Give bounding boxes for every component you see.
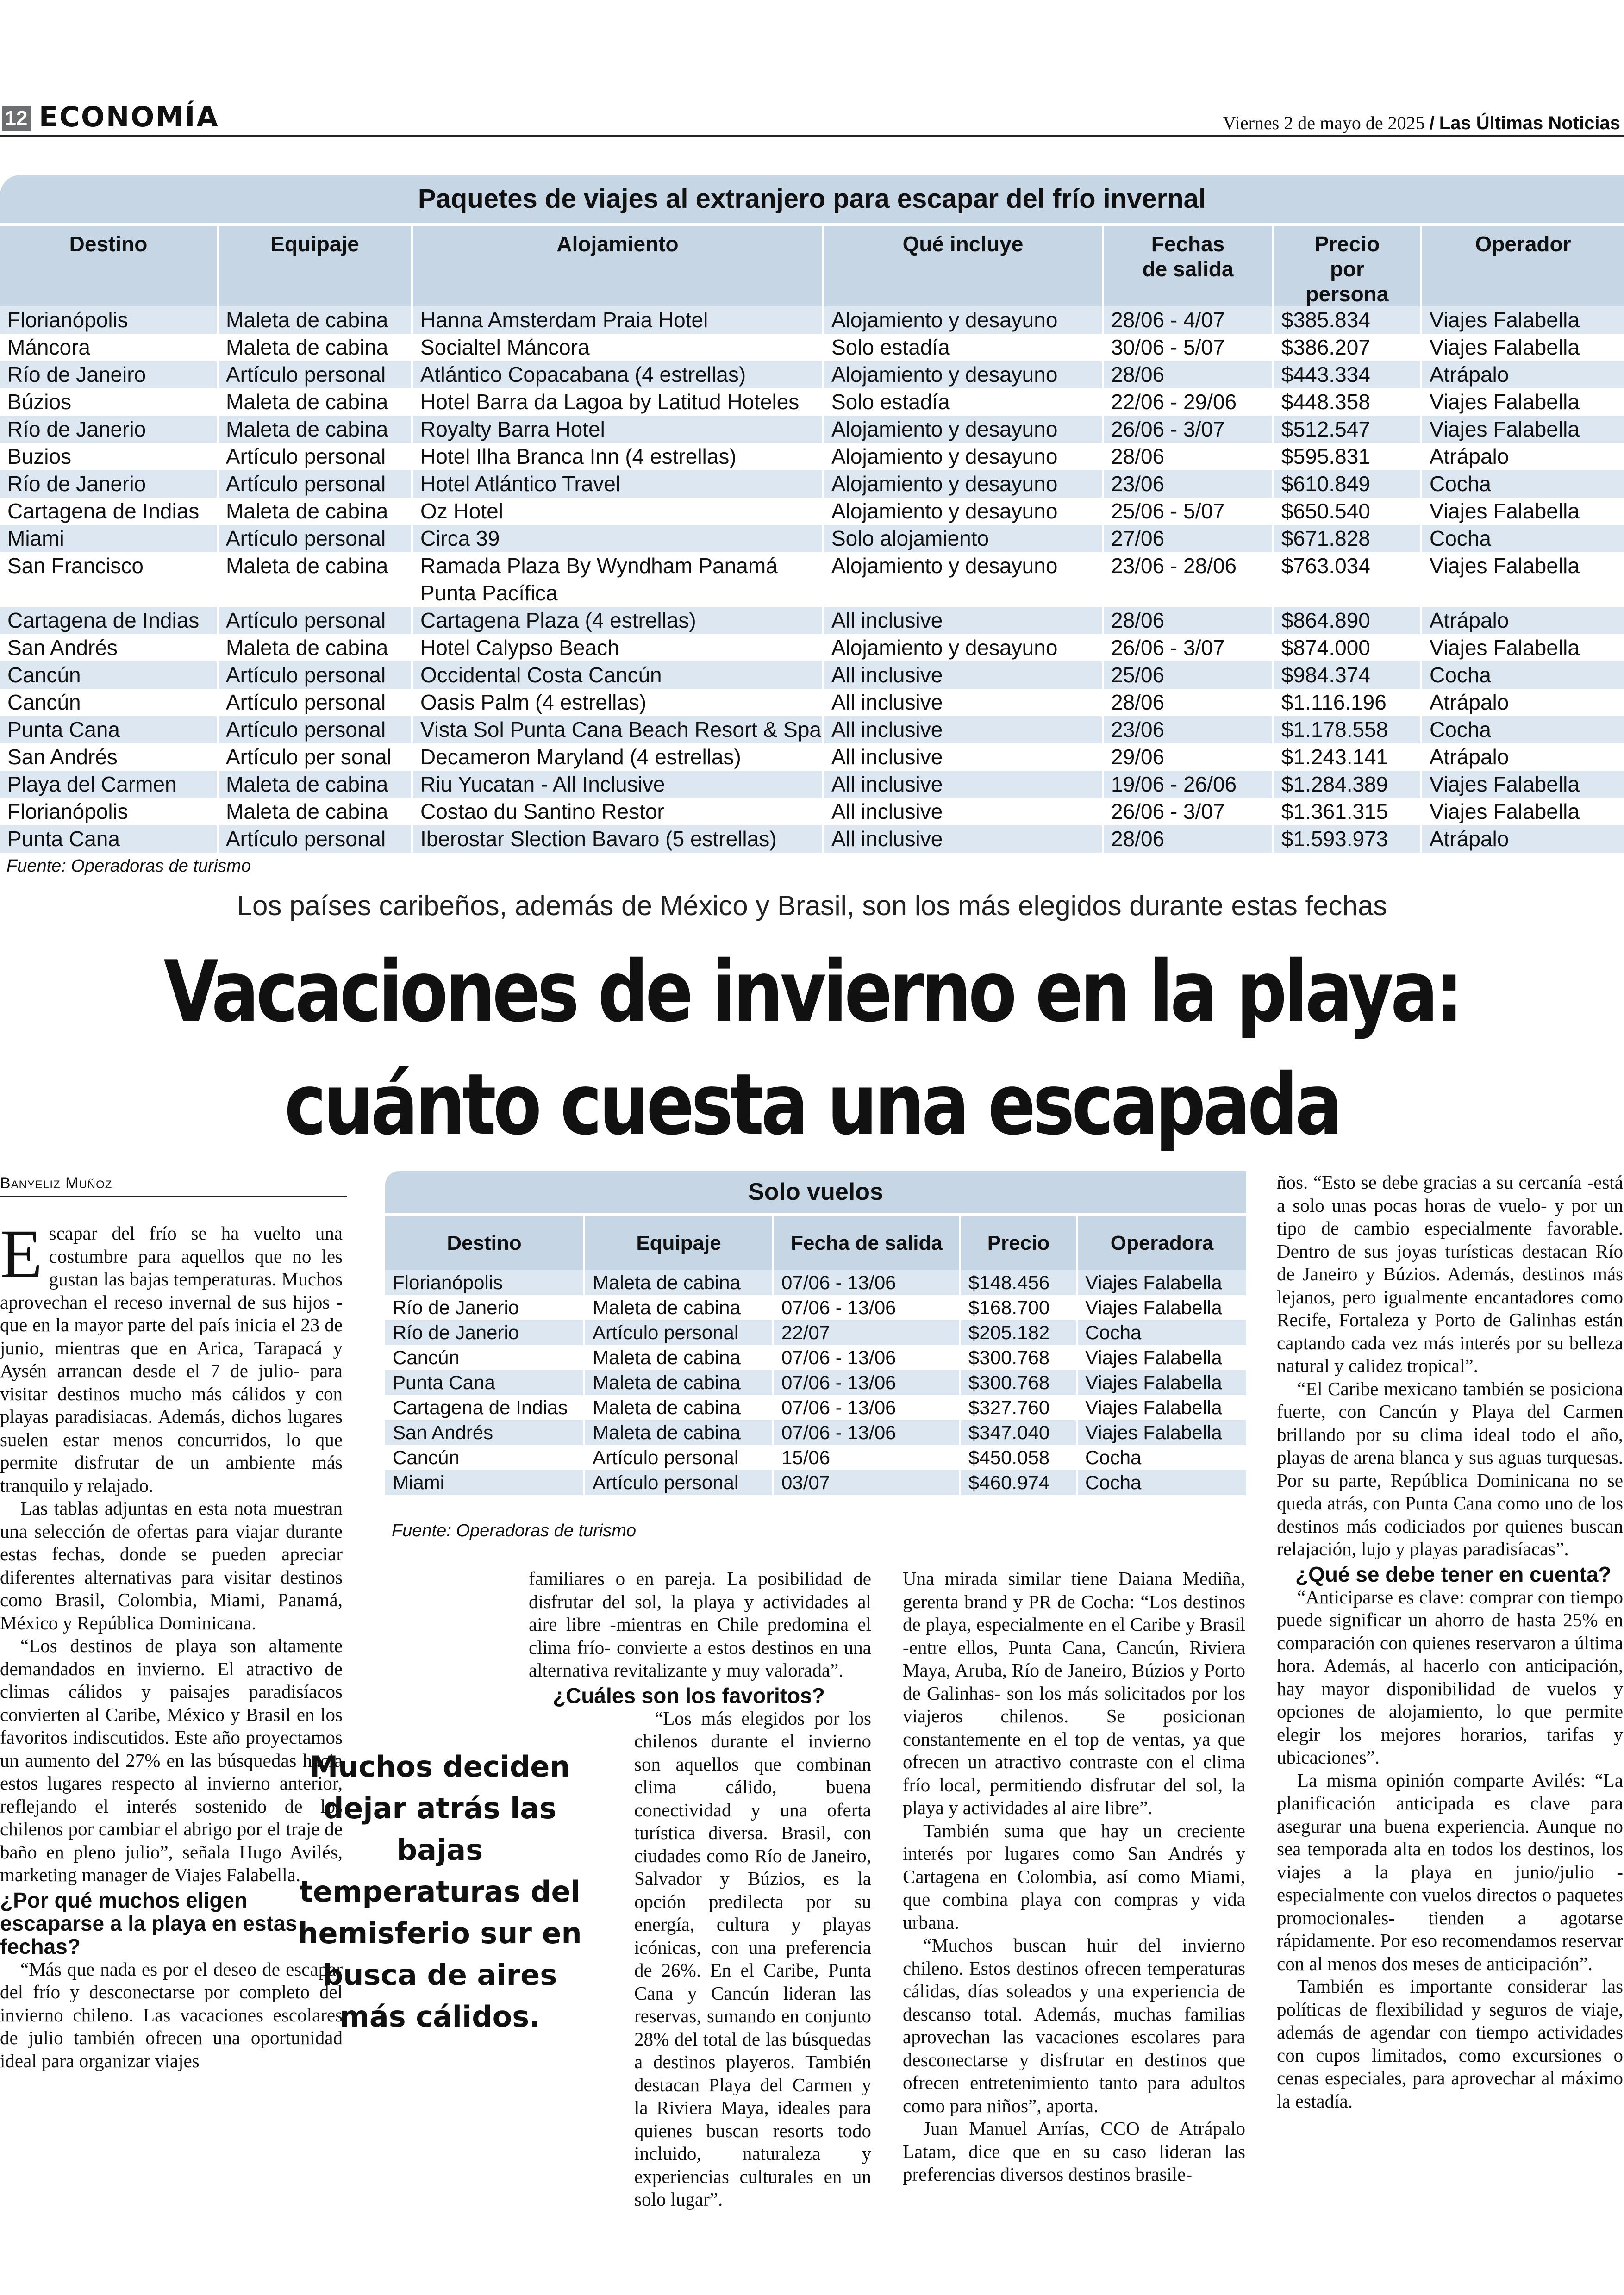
table-cell: Río de Janerio [0, 470, 217, 498]
table-cell: San Andrés [7, 636, 118, 660]
table-cell: Riu Yucatan - All Inclusive [411, 771, 822, 798]
table-cell: Cartagena de Indias [7, 499, 200, 523]
col-header: Equipaje [583, 1213, 772, 1270]
table-cell: $610.849 [1272, 470, 1420, 498]
table-cell: Artículo personal [217, 661, 411, 689]
table-cell: Cancún [393, 1347, 460, 1368]
table-row [0, 361, 1624, 388]
table-cell: Hotel Ilha Branca Inn (4 estrellas) [411, 443, 822, 470]
paragraph: “El Caribe mexicano también se posiciona fuerte, con Cancún y Playa del Carmen brillando por su clima ideal todo el año, playas de arena blanca y sus aguas turquesas. Por su parte, República Dominicana no se queda atrás, con Punta Cana como uno de los destinos más codiciados por quienes buscan relajación, lujo y playas paradisíacas”. [1277, 1378, 1623, 1559]
table-cell: Maleta de cabina [583, 1345, 772, 1370]
table-cell: 28/06 [1102, 443, 1272, 470]
table-cell: $1.284.389 [1272, 771, 1420, 798]
table-cell: $385.834 [1272, 306, 1420, 334]
table-cell: San Andrés [385, 1420, 583, 1445]
table-cell: Hotel Barra da Lagoa by Latitud Hoteles [411, 388, 822, 416]
table-row [0, 661, 1624, 689]
table-cell: Solo estadía [822, 388, 1102, 416]
flights-table-body [385, 1270, 1246, 1495]
table-cell: $1.243.141 [1272, 743, 1420, 771]
table-cell: 28/06 [1102, 607, 1272, 634]
table-cell: Alojamiento y desayuno [822, 443, 1102, 470]
table-cell: 26/06 - 3/07 [1102, 634, 1272, 661]
headline-line-2: cuánto cuesta una escapada [284, 1055, 1340, 1154]
dateline-separator: / [1429, 113, 1435, 133]
table-cell: Viajes Falabella [1076, 1420, 1246, 1445]
table-cell: Cocha [1420, 470, 1624, 498]
packages-table-title: Paquetes de viajes al extranjero para escapar del frío invernal [0, 175, 1624, 223]
table-cell: Maleta de cabina [217, 306, 411, 334]
table-cell: Vista Sol Punta Cana Beach Resort & Spa [411, 716, 822, 743]
table-row [0, 443, 1624, 470]
table-cell: 30/06 - 5/07 [1102, 334, 1272, 361]
table-cell: 28/06 - 4/07 [1102, 306, 1272, 334]
table-cell: 07/06 - 13/06 [772, 1345, 959, 1370]
paragraph: Las tablas adjuntas en esta nota muestran una selección de ofertas para viajar durante estas fechas, donde se pueden apreciar diferentes alternativas para visitar destinos como Brasil, Colombia, Miami, Panamá, México y República Dominicana. [0, 1497, 343, 1634]
table-cell: Cancún [0, 661, 217, 689]
table-cell: Cartagena Plaza (4 estrellas) [411, 607, 822, 634]
table-row [0, 798, 1624, 825]
table-row [0, 388, 1624, 416]
col-header: Destino [385, 1213, 583, 1270]
table-cell: Socialtel Máncora [411, 334, 822, 361]
table-row [0, 525, 1624, 552]
table-cell: Alojamiento y desayuno [822, 416, 1102, 443]
table-cell: Viajes Falabella [1420, 306, 1624, 334]
table-cell: Hotel Calypso Beach [411, 634, 822, 661]
col-header [1102, 223, 1272, 306]
table-cell: Ramada Plaza By Wyndham Panamá Punta Pacífica [411, 552, 822, 607]
kicker: Los países caribeños, además de México y Brasil, son los más elegidos durante estas fechas [237, 890, 1387, 921]
table-cell: Viajes Falabella [1420, 552, 1624, 607]
flights-source: Fuente: Operadoras de turismo [392, 1521, 637, 1540]
table-cell: Búzios [7, 390, 72, 414]
table-cell: Cocha [1076, 1445, 1246, 1470]
packages-table-grid [0, 223, 1624, 853]
table-cell: $1.178.558 [1272, 716, 1420, 743]
article-column-3 [903, 1567, 1245, 2186]
table-cell: 23/06 [1102, 716, 1272, 743]
table-cell: Punta Cana [385, 1370, 583, 1395]
table-cell: Alojamiento y desayuno [822, 470, 1102, 498]
table-cell: $1.116.196 [1272, 689, 1420, 716]
table-cell: 07/06 - 13/06 [772, 1370, 959, 1395]
table-cell: Artículo per sonal [217, 743, 411, 771]
paragraph: “Los más elegidos por los chilenos durante el invierno son aquellos que combinan clima cálido, buena conectividad y una oferta turística diversa. Brasil, con ciudades como Río de Janeiro, Salvador y Búzios, es la opción predilecta por su energía, cultura y playas icónicas, con una preferencia de 26%. En el Caribe, Punta Cana y Cancún lideran las reservas, sumando en conjunto 28% del total de las búsquedas a destinos playeros. También destacan Playa del Carmen y la Riviera Maya, ideales para quienes buscan resorts todo incluido, naturaleza y experiencias culturales en un solo lugar”. [634, 1707, 871, 2210]
paragraph: La misma opinión comparte Avilés: “La planificación anticipada es clave para asegurar una buena experiencia. Aunque no sea temporada alta en todos los destinos, los viajes a la playa en junio/julio -especialmente con vuelos directos o paquetes promocionales- tienden a agotarse rápidamente. Por eso recomendamos reservar con al menos dos meses de anticipación”. [1277, 1769, 1623, 1974]
paragraph: “Muchos buscan huir del invierno chileno. Estos destinos ofrecen temperaturas cálidas, días soleados y una experiencia de descanso total. Además, muchas familias aprovechan las vacaciones escolares para desconectarse y disfrutar en destinos que ofrecen entretenimiento tanto para adultos como para niños”, aporta. [903, 1934, 1245, 2116]
table-cell: Cartagena de Indias [393, 1397, 568, 1418]
table-cell: Maleta de cabina [217, 498, 411, 525]
table-row [0, 334, 1624, 361]
table-cell: Miami [385, 1470, 583, 1495]
table-row [385, 1445, 1246, 1470]
table-cell: Viajes Falabella [1420, 798, 1624, 825]
table-cell: Atrápalo [1420, 743, 1624, 771]
table-cell: Viajes Falabella [1420, 634, 1624, 661]
publication-name: Las Últimas Noticias [1439, 113, 1620, 133]
table-row [385, 1395, 1246, 1420]
col-header: Qué incluye [822, 223, 1102, 306]
table-cell: Alojamiento y desayuno [822, 306, 1102, 334]
table-cell: Viajes Falabella [1076, 1345, 1246, 1370]
table-cell: Alojamiento y desayuno [822, 361, 1102, 388]
col-header-text: Fechas de salida [1142, 232, 1234, 281]
table-cell: Artículo personal [217, 716, 411, 743]
table-cell: 22/06 - 29/06 [1102, 388, 1272, 416]
subheading: ¿Cuáles son los favoritos? [553, 1683, 825, 1708]
table-cell: 23/06 [1102, 470, 1272, 498]
table-cell: Maleta de cabina [583, 1270, 772, 1295]
pull-quote: Muchos deciden dejar atrás las bajas temperaturas del hemisferio sur en busca de aires más cálidos. [298, 1750, 582, 2033]
article-column-2 [529, 1567, 871, 2211]
table-cell: 26/06 - 3/07 [1102, 798, 1272, 825]
table-cell: Viajes Falabella [1420, 771, 1624, 798]
table-cell: $864.890 [1272, 607, 1420, 634]
table-row [0, 825, 1624, 853]
table-cell: Florianópolis [7, 799, 128, 823]
subheading: ¿Por qué muchos eligen escaparse a la playa en estas fechas? [0, 1888, 297, 1958]
table-cell: Cocha [1076, 1470, 1246, 1495]
table-cell: $595.831 [1272, 443, 1420, 470]
table-cell: Alojamiento y desayuno [822, 634, 1102, 661]
table-cell: $984.374 [1272, 661, 1420, 689]
table-cell: Occidental Costa Cancún [411, 661, 822, 689]
col-header: Precio [959, 1213, 1076, 1270]
table-cell: 25/06 [1102, 661, 1272, 689]
table-cell: 29/06 [1102, 743, 1272, 771]
paragraph: “Los destinos de playa son altamente demandados en invierno. El atractivo de climas cálidos y paisajes paradisíacos convierten al Caribe, México y Brasil en los favoritos indiscutidos. Este año proyectamos un aumento del 27% en las búsquedas hacia estos lugares respecto al invierno anterior, reflejando el interés sostenido de los chilenos por cambiar el abrigo por el traje de baño en pleno julio”, señala Hugo Avilés, marketing manager de Viajes Falabella. [0, 1635, 343, 1885]
table-cell: Cartagena de Indias [0, 607, 217, 634]
table-cell: 26/06 - 3/07 [1102, 416, 1272, 443]
table-cell: $148.456 [959, 1270, 1076, 1295]
table-cell: Maleta de cabina [217, 334, 411, 361]
table-cell: 07/06 - 13/06 [772, 1420, 959, 1445]
table-cell: $512.547 [1272, 416, 1420, 443]
table-cell: All inclusive [822, 661, 1102, 689]
table-cell: Atrápalo [1420, 825, 1624, 853]
issue-date: Viernes 2 de mayo de 2025 [1223, 112, 1425, 133]
table-cell: Artículo personal [583, 1320, 772, 1345]
table-cell: 03/07 [772, 1470, 959, 1495]
table-cell: Artículo personal [583, 1445, 772, 1470]
table-cell: Río de Janerio [0, 416, 217, 443]
table-cell: Atrápalo [1420, 607, 1624, 634]
table-row [0, 716, 1624, 743]
subheading: ¿Qué se debe tener en cuenta? [1295, 1562, 1612, 1586]
table-cell: Maleta de cabina [583, 1420, 772, 1445]
table-cell: 07/06 - 13/06 [772, 1295, 959, 1320]
table-cell: Artículo personal [217, 525, 411, 552]
table-row [0, 607, 1624, 634]
table-cell: Oasis Palm (4 estrellas) [411, 689, 822, 716]
table-row [385, 1345, 1246, 1370]
headline-line-1: Vacaciones de invierno en la playa: [163, 942, 1461, 1041]
table-cell: Playa del Carmen [0, 771, 217, 798]
table-cell: $300.768 [959, 1345, 1076, 1370]
table-row [0, 416, 1624, 443]
table-cell: $460.974 [959, 1470, 1076, 1495]
col-header: Operador [1420, 223, 1624, 306]
col-header-text: Precio por persona [1305, 232, 1389, 306]
paragraph: Una mirada similar tiene Daiana Mediña, gerenta brand y PR de Cocha: “Los destinos de playa, especialmente en el Caribe y Brasil -entre ellos, Punta Cana, Cancún, Riviera Maya, Aruba, Río de Janeiro, Búzios y Porto de Galinhas- son los más solicitados por los viajeros chilenos. Se posicionan constantemente en el top de ventas, ya que ofrecen un atractivo contraste con el clima frío local, permitiendo disfrutar del sol, la playa y actividades al aire libre”. [903, 1568, 1245, 1818]
table-cell: Artículo personal [217, 361, 411, 388]
table-cell: 27/06 [1102, 525, 1272, 552]
table-cell: 07/06 - 13/06 [772, 1270, 959, 1295]
table-cell: Cancún [393, 1447, 460, 1468]
paragraph: scapar del frío se ha vuelto una costumbre para aquellos que no les gustan las bajas temperaturas. Muchos aprovechan el receso invernal de sus hijos -que en la mayor parte del país inicia el 23 de junio, mientras que en Arica, Tarapacá y Aysén arrancan desde el 7 de julio- para visitar destinos mucho más cálidos y con playas paradisiacas. Además, dichos lugares suelen estar menos concurridos, lo que permite disfrutar de un ambiente más tranquilo y relajado. [0, 1222, 343, 1496]
table-cell: All inclusive [822, 798, 1102, 825]
table-cell: Atrápalo [1420, 689, 1624, 716]
table-cell: Artículo personal [217, 825, 411, 853]
table-row [385, 1320, 1246, 1345]
table-cell: Río de Janeiro [0, 361, 217, 388]
table-cell: Buzios [7, 444, 72, 468]
table-cell: $874.000 [1272, 634, 1420, 661]
table-cell: Decameron Maryland (4 estrellas) [411, 743, 822, 771]
paragraph: ños. “Esto se debe gracias a su cercanía -está a solo unas pocas horas de vuelo- y por un tipo de cambio especialmente favorable. Dentro de sus joyas turísticas destacan Río de Janeiro y Búzios. Además, destinos más lejanos, pero igualmente encantadores como Recife, Fortaleza y Porto de Galinhas están captando cada vez más interés por su belleza natural y calidez tropical”. [1277, 1172, 1623, 1376]
col-header [1272, 223, 1420, 306]
table-cell: 15/06 [772, 1445, 959, 1470]
table-cell: Cocha [1420, 661, 1624, 689]
table-row [0, 470, 1624, 498]
table-cell: 23/06 - 28/06 [1102, 552, 1272, 607]
table-cell: Río de Janerio [385, 1320, 583, 1345]
table-cell: Viajes Falabella [1420, 334, 1624, 361]
table-cell: Solo estadía [822, 334, 1102, 361]
table-cell: Atlántico Copacabana (4 estrellas) [411, 361, 822, 388]
table-cell: Oz Hotel [411, 498, 822, 525]
table-cell: Maleta de cabina [217, 416, 411, 443]
table-cell: Florianópolis [385, 1270, 583, 1295]
flights-header-row [385, 1213, 1246, 1270]
paragraph: “Más que nada es por el deseo de escapar del frío y desconectarse por completo del invierno chileno. Las vacaciones escolares de julio también ofrecen una oportunidad ideal para organizar viajes [0, 1958, 343, 2071]
table-cell: Maleta de cabina [583, 1370, 772, 1395]
paragraph: Juan Manuel Arrías, CCO de Atrápalo Latam, dice que en su caso lideran las preferencias diversos destinos brasile- [903, 2118, 1245, 2185]
paragraph: “Anticiparse es clave: comprar con tiempo puede significar un ahorro de hasta 25% en comparación con quienes reservaron a última hora. Además, al hacerlo con anticipación, hay mayor disponibilidad de vuelos y opciones de alojamiento, lo que permite elegir los mejores horarios, tarifas y ubicaciones”. [1277, 1586, 1623, 1768]
table-cell: Maleta de cabina [217, 388, 411, 416]
col-header: Operadora [1076, 1213, 1246, 1270]
table-cell: Máncora [7, 335, 90, 359]
table-cell: Hotel Atlántico Travel [411, 470, 822, 498]
table-cell: Iberostar Slection Bavaro (5 estrellas) [411, 825, 822, 853]
table-cell: 19/06 - 26/06 [1102, 771, 1272, 798]
table-cell: Atrápalo [1420, 443, 1624, 470]
table-cell: 28/06 [1102, 689, 1272, 716]
table-cell: Artículo personal [217, 607, 411, 634]
table-cell: Artículo personal [217, 470, 411, 498]
table-cell: Viajes Falabella [1076, 1295, 1246, 1320]
packages-table-body [0, 306, 1624, 853]
table-row [0, 743, 1624, 771]
paragraph: También es importante considerar las políticas de flexibilidad y seguros de viaje, además de agendar con tiempo actividades con cupos limitados, como excursiones o cenas especiales, para aprovechar al máximo la estadía. [1277, 1976, 1623, 2112]
table-cell: $671.828 [1272, 525, 1420, 552]
table-cell: Alojamiento y desayuno [822, 552, 1102, 607]
table-cell: San Francisco [7, 554, 144, 578]
flights-table [385, 1171, 1246, 1495]
table-cell: Maleta de cabina [217, 634, 411, 661]
table-cell: 07/06 - 13/06 [772, 1395, 959, 1420]
table-cell: Alojamiento y desayuno [822, 498, 1102, 525]
table-cell: $763.034 [1272, 552, 1420, 607]
table-cell: Viajes Falabella [1420, 388, 1624, 416]
table-row [0, 689, 1624, 716]
table-row [385, 1420, 1246, 1445]
table-cell: $450.058 [959, 1445, 1076, 1470]
table-cell: $347.040 [959, 1420, 1076, 1445]
page-header [0, 103, 1624, 135]
table-cell: Maleta de cabina [217, 798, 411, 825]
article-column-1 [0, 1216, 343, 2072]
dateline [1223, 112, 1620, 134]
table-cell: Artículo personal [217, 689, 411, 716]
table-cell: Punta Cana [0, 825, 217, 853]
table-cell: Río de Janerio [393, 1297, 519, 1318]
table-row [385, 1470, 1246, 1495]
table-cell: Cocha [1076, 1320, 1246, 1345]
table-cell: Viajes Falabella [1076, 1395, 1246, 1420]
table-cell: Cocha [1420, 716, 1624, 743]
col-header: Equipaje [217, 223, 411, 306]
table-cell: 22/07 [772, 1320, 959, 1345]
table-cell: All inclusive [822, 716, 1102, 743]
table-cell: $1.593.973 [1272, 825, 1420, 853]
col-header: Destino [0, 223, 217, 306]
table-cell: Maleta de cabina [217, 771, 411, 798]
table-row [385, 1270, 1246, 1295]
table-cell: $327.760 [959, 1395, 1076, 1420]
table-cell: $168.700 [959, 1295, 1076, 1320]
table-cell: Atrápalo [1420, 361, 1624, 388]
table-cell: Florianópolis [0, 306, 217, 334]
table-cell: Viajes Falabella [1076, 1270, 1246, 1295]
table-cell: San Andrés [7, 745, 118, 769]
table-cell: Punta Cana [0, 716, 217, 743]
flights-table-title: Solo vuelos [385, 1171, 1246, 1213]
table-cell: $300.768 [959, 1370, 1076, 1395]
section-title: ECONOMÍA [39, 101, 219, 133]
table-cell: 28/06 [1102, 361, 1272, 388]
table-row [0, 552, 1624, 607]
table-cell: 28/06 [1102, 825, 1272, 853]
table-row [0, 634, 1624, 661]
table-cell: Costao du Santino Restor [411, 798, 822, 825]
table-cell: Solo alojamiento [822, 525, 1102, 552]
table-cell: Artículo personal [583, 1470, 772, 1495]
col-header: Alojamiento [411, 223, 822, 306]
paragraph: También suma que hay un creciente interés por lugares como San Andrés y Cartagena en Colombia, así como Miami, que combina playa con compras y vida urbana. [903, 1820, 1245, 1933]
table-cell: Hanna Amsterdam Praia Hotel [411, 306, 822, 334]
col-header: Fecha de salida [772, 1213, 959, 1270]
paragraph: familiares o en pareja. La posibilidad de disfrutar del sol, la playa y actividades al aire libre -mientras en Chile predomina el clima frío- convierte a estos destinos en una alternativa revitalizante y muy valorada”. [529, 1568, 871, 1681]
table-cell: Viajes Falabella [1076, 1370, 1246, 1395]
header-rule [0, 135, 1624, 137]
byline: Banyeliz Muñoz [0, 1172, 347, 1197]
table-cell: $205.182 [959, 1320, 1076, 1345]
table-cell: Maleta de cabina [583, 1395, 772, 1420]
table-cell: All inclusive [822, 825, 1102, 853]
table-cell: All inclusive [822, 607, 1102, 634]
packages-table [0, 175, 1624, 853]
table-cell: $650.540 [1272, 498, 1420, 525]
table-cell: $386.207 [1272, 334, 1420, 361]
table-cell: Artículo personal [217, 443, 411, 470]
table-row [0, 498, 1624, 525]
table-cell: Cocha [1420, 525, 1624, 552]
table-row [385, 1370, 1246, 1395]
flights-table-grid [385, 1213, 1246, 1495]
table-cell: $448.358 [1272, 388, 1420, 416]
table-cell: Viajes Falabella [1420, 498, 1624, 525]
page-number: 12 [2, 106, 31, 131]
table-cell: All inclusive [822, 771, 1102, 798]
table-cell: Viajes Falabella [1420, 416, 1624, 443]
table-cell: $443.334 [1272, 361, 1420, 388]
table-cell: Cancún [7, 690, 81, 714]
table-cell: Royalty Barra Hotel [411, 416, 822, 443]
headline [130, 935, 1494, 1161]
table-cell: All inclusive [822, 689, 1102, 716]
table-cell: Maleta de cabina [583, 1295, 772, 1320]
table-cell: Circa 39 [411, 525, 822, 552]
packages-source: Fuente: Operadoras de turismo [6, 856, 251, 876]
table-cell: Miami [0, 525, 217, 552]
drop-cap: E [0, 1216, 43, 1292]
table-cell: 25/06 - 5/07 [1102, 498, 1272, 525]
table-cell: All inclusive [822, 743, 1102, 771]
table-cell: $1.361.315 [1272, 798, 1420, 825]
table-cell: Maleta de cabina [217, 552, 411, 607]
table-row [0, 771, 1624, 798]
packages-header-row [0, 223, 1624, 306]
table-row [385, 1295, 1246, 1320]
article-column-4 [1277, 1171, 1623, 2113]
table-row [0, 306, 1624, 334]
